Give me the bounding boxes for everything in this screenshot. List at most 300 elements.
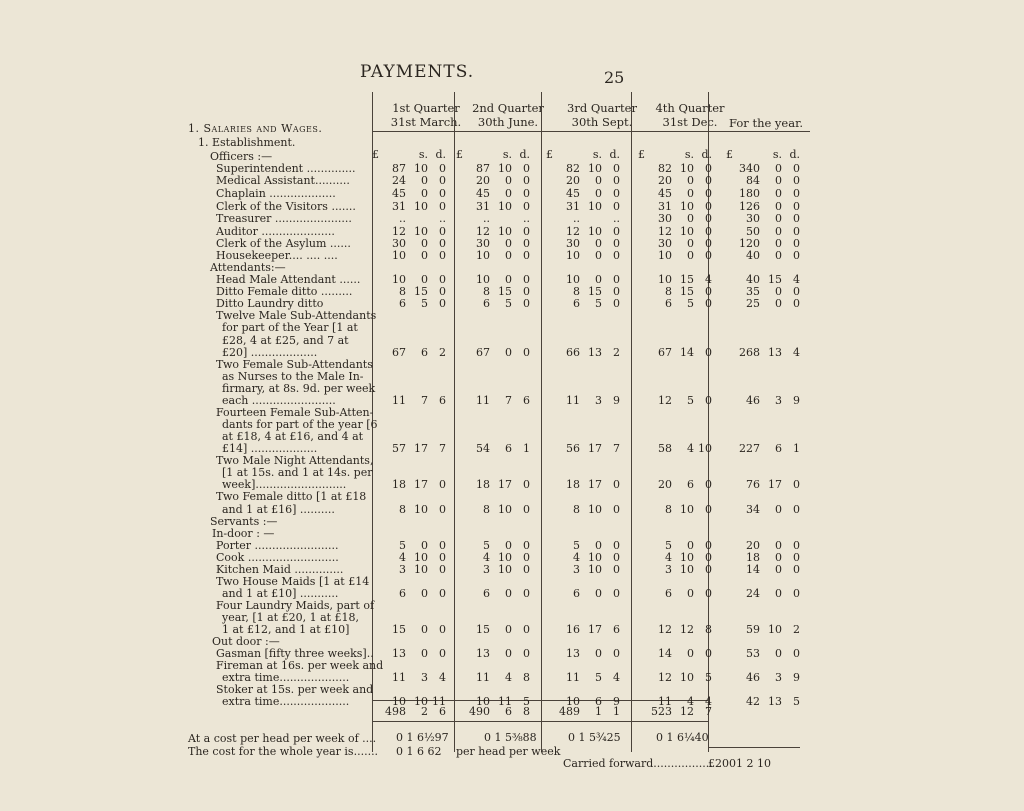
amount-pence: 0 [613,503,620,516]
amount-pounds: 6 [573,297,580,310]
amount-pence: 0 [613,174,620,187]
amount-pounds: 56 [566,442,580,455]
amount-cell [638,647,712,660]
amount-pounds: 120 [739,237,760,250]
amount-pence: 4 [439,671,446,684]
currency-pound: £ [546,148,553,161]
amount-shillings: 10 [414,695,428,708]
amount-pence: 0 [613,273,620,286]
amount-pence: .. [523,212,530,225]
amount-shillings: 5 [687,394,694,407]
amount-pence: 0 [523,478,530,491]
amount-cell [372,174,446,187]
currency-shilling: s. [772,148,782,161]
amount-shillings: 10 [414,200,428,213]
amount-shillings: 0 [505,174,512,187]
amount-pounds: 76 [746,478,760,491]
amount-pounds: 84 [746,174,760,187]
currency-pence: d. [519,148,530,161]
amount-cell [372,503,446,516]
amount-shillings: 0 [775,563,782,576]
amount-shillings: 15 [588,285,602,298]
amount-pounds: 8 [483,503,490,516]
amount-cell [638,442,712,455]
amount-pounds: 13 [392,647,406,660]
amount-pounds: 5 [573,539,580,552]
amount-pence: 0 [705,174,712,187]
amount-cell [726,346,800,359]
row-label: firmary, at 8s. 9d. per week [222,382,376,395]
amount-pounds: 10 [566,273,580,286]
amount-pounds: 13 [476,647,490,660]
amount-pence: 0 [523,297,530,310]
amount-shillings: 6 [505,442,512,455]
amount-pounds: 11 [476,394,490,407]
amount-cell [546,346,620,359]
row-label: Porter ........................ [216,539,339,552]
amount-pounds: 46 [746,671,760,684]
currency-pence: d. [609,148,620,161]
amount-shillings: 0 [595,187,602,200]
amount-pence: 2 [439,346,446,359]
amount-cell [638,671,712,684]
amount-pounds: 54 [476,442,490,455]
row-label: Attendants:— [210,261,286,274]
amount-cell [726,249,800,262]
amount-pounds: 18 [566,478,580,491]
amount-pounds: 5 [483,539,490,552]
amount-pence: 4 [705,273,712,286]
total-shillings: 1 [595,705,602,718]
row-label: Out door :— [212,635,280,648]
row-label: Fourteen Female Sub-Atten- [216,406,374,419]
amount-shillings: 0 [775,174,782,187]
row-label: Ditto Female ditto ......... [216,285,353,298]
amount-pounds: 11 [392,394,406,407]
amount-cell [372,587,446,600]
amount-cell [726,442,800,455]
amount-pence: 0 [705,394,712,407]
amount-shillings: 0 [687,249,694,262]
amount-shillings: 0 [505,346,512,359]
row-label: £14] ................... [222,442,318,455]
amount-pence: 0 [613,225,620,238]
amount-shillings: 0 [775,539,782,552]
total-pounds: 523 [651,705,672,718]
amount-pence: 5 [705,671,712,684]
amount-shillings: 5 [505,297,512,310]
row-label: Fireman at 16s. per week and [216,659,384,672]
row-label: Servants :— [210,515,278,528]
amount-cell [638,503,712,516]
amount-shillings: 15 [768,273,782,286]
amount-shillings: 7 [421,394,428,407]
amount-cell [546,442,620,455]
amount-pence: 10 [698,442,712,455]
amount-shillings: 6 [687,478,694,491]
amount-pounds: 50 [746,225,760,238]
amount-pounds: 10 [392,249,406,262]
amount-pounds: 30 [658,212,672,225]
column-header-line1: 1st Quarter [392,101,460,115]
amount-pounds: 8 [665,503,672,516]
amount-pence: 0 [705,647,712,660]
amount-pounds: 3 [573,563,580,576]
currency-pound: £ [456,148,463,161]
cost-whole-year-label: The cost for the whole year is....... [188,745,379,758]
currency-pence: d. [789,148,800,161]
amount-pounds: 45 [476,187,490,200]
amount-shillings: 0 [421,623,428,636]
amount-cell [546,587,620,600]
amount-shillings: 12 [680,623,694,636]
currency-header [546,148,620,161]
amount-shillings: 3 [775,671,782,684]
row-label: at £18, 4 at £16, and 4 at [222,430,364,443]
amount-shillings: 0 [505,539,512,552]
amount-pounds: 87 [392,162,406,175]
amount-cell [726,478,800,491]
amount-shillings: 3 [595,394,602,407]
amount-pence: 0 [439,174,446,187]
amount-cell [372,563,446,576]
amount-pounds: 31 [658,200,672,213]
amount-pounds: 25 [746,297,760,310]
amount-pence: 0 [793,285,800,298]
row-label: extra time.................... [222,695,350,708]
amount-shillings: 0 [505,187,512,200]
amount-pounds: 5 [665,539,672,552]
amount-pence: 0 [439,647,446,660]
amount-pounds: 12 [658,623,672,636]
amount-shillings: 0 [775,249,782,262]
carried-forward-label: Carried forward................. [563,757,713,770]
amount-cell [372,394,446,407]
amount-pounds: 8 [573,285,580,298]
amount-cell [638,394,712,407]
q4-cost-week: 0 1 6¼40 [656,731,709,744]
amount-shillings: 13 [588,346,602,359]
amount-pounds: 11 [566,394,580,407]
amount-pounds: 12 [658,671,672,684]
amount-pounds: 15 [476,623,490,636]
amount-pence: 0 [793,200,800,213]
row-label: Gasman [fifty three weeks].. [216,647,374,660]
amount-pence: 5 [793,695,800,708]
amount-pounds: 18 [476,478,490,491]
amount-pence: 1 [523,442,530,455]
amount-pounds: 11 [566,671,580,684]
amount-pence: 0 [705,187,712,200]
amount-pounds: 8 [573,503,580,516]
amount-cell [456,212,530,225]
amount-pence: 0 [439,623,446,636]
amount-shillings: 17 [588,442,602,455]
amount-pence: 4 [613,671,620,684]
amount-shillings: 0 [595,647,602,660]
currency-shilling: s. [502,148,512,161]
amount-shillings: 17 [588,623,602,636]
amount-pence: 0 [523,200,530,213]
per-head-text: per head per week [456,745,561,758]
amount-pence: 0 [523,563,530,576]
amount-shillings: 0 [421,237,428,250]
amount-pence: 0 [793,174,800,187]
amount-shillings: 0 [775,212,782,225]
amount-pounds: 18 [392,478,406,491]
amount-shillings: 10 [498,503,512,516]
amount-pounds: 20 [476,174,490,187]
amount-pence: 4 [705,695,712,708]
amount-pounds: 20 [658,174,672,187]
total-cell [372,705,446,718]
amount-pence: 0 [439,563,446,576]
amount-shillings: 0 [421,187,428,200]
amount-shillings: 10 [414,563,428,576]
amount-pence: 0 [705,237,712,250]
amount-pounds: 30 [658,237,672,250]
amount-shillings: 0 [505,647,512,660]
amount-cell [726,174,800,187]
amount-pounds: 59 [746,623,760,636]
amount-cell [546,623,620,636]
amount-pounds: 10 [392,695,406,708]
row-label: 1 at £12, and 1 at £10] [222,623,350,636]
amount-shillings: 0 [595,249,602,262]
amount-pence: 0 [613,187,620,200]
amount-pence: 0 [523,174,530,187]
amount-shillings: 0 [505,587,512,600]
total-pence: 1 [613,705,620,718]
row-label: each ........................ [222,394,336,407]
amount-pence: 0 [523,346,530,359]
column-header-line1: For the year. [729,116,803,130]
amount-pence: 0 [439,503,446,516]
amount-pounds: 53 [746,647,760,660]
amount-pence: 0 [613,162,620,175]
amount-pence: 4 [793,273,800,286]
amount-cell [372,187,446,200]
amount-pence: 0 [793,225,800,238]
amount-pence: 0 [705,225,712,238]
amount-pence: 9 [793,394,800,407]
totals-underline [372,721,708,722]
currency-shilling: s. [418,148,428,161]
amount-shillings: 14 [680,346,694,359]
amount-cell [456,671,530,684]
amount-shillings: 10 [680,225,694,238]
carried-forward-value: £2001 2 10 [708,757,771,770]
amount-pence: 0 [439,273,446,286]
amount-shillings: 3 [421,671,428,684]
amount-pence: 0 [613,285,620,298]
amount-pence: 9 [613,394,620,407]
amount-pence: 0 [705,551,712,564]
amount-shillings: 6 [421,346,428,359]
row-label: Two Male Night Attendants, [216,454,374,467]
row-label: Treasurer ...................... [216,212,352,225]
amount-pounds: 30 [746,212,760,225]
currency-header [372,148,446,161]
amount-pence: 2 [613,346,620,359]
amount-cell [726,671,800,684]
currency-pound: £ [726,148,733,161]
amount-pounds: 58 [658,442,672,455]
amount-cell [546,478,620,491]
amount-pounds: 40 [746,273,760,286]
row-label: Chaplain ................... [216,187,336,200]
row-label: Head Male Attendant ...... [216,273,361,286]
amount-cell [546,174,620,187]
amount-pence: 0 [705,200,712,213]
amount-pence: 0 [793,587,800,600]
total-pounds: 489 [559,705,580,718]
amount-pence: 0 [439,297,446,310]
amount-pounds: 10 [392,273,406,286]
row-label: extra time.................... [222,671,350,684]
amount-cell [456,394,530,407]
amount-shillings: 10 [680,671,694,684]
amount-shillings: 10 [588,200,602,213]
row-label: Ditto Laundry ditto [216,297,324,310]
carried-rule [708,747,800,748]
amount-cell [372,478,446,491]
amount-pence: 0 [705,563,712,576]
amount-cell [638,346,712,359]
row-label: £28, 4 at £25, and 7 at [222,334,349,347]
amount-pounds: 10 [566,249,580,262]
amount-shillings: 10 [680,162,694,175]
amount-pounds: 268 [739,346,760,359]
amount-pounds: 6 [665,297,672,310]
amount-pounds: 35 [746,285,760,298]
amount-pence: 4 [793,346,800,359]
amount-pounds: 10 [566,695,580,708]
amount-pounds: 11 [392,671,406,684]
amount-cell [456,249,530,262]
amount-shillings: 0 [421,174,428,187]
amount-shillings: 10 [414,503,428,516]
total-cell [546,705,620,718]
amount-shillings: 0 [775,237,782,250]
currency-pence: d. [701,148,712,161]
amount-cell [638,174,712,187]
amount-shillings: 10 [414,162,428,175]
amount-pence: 0 [793,563,800,576]
amount-shillings: 0 [775,162,782,175]
amount-pence: 11 [432,695,446,708]
row-label: Twelve Male Sub-Attendants [216,309,377,322]
amount-pounds: 57 [392,442,406,455]
amount-pence: 0 [523,587,530,600]
q2-cost-week: 0 1 5⅜88 [484,731,537,744]
amount-cell [638,587,712,600]
column-header-5 [716,116,816,130]
amount-shillings: 10 [498,200,512,213]
currency-pence: d. [435,148,446,161]
amount-cell [546,647,620,660]
amount-pounds: 45 [392,187,406,200]
amount-shillings: 11 [498,695,512,708]
amount-pence: 0 [793,503,800,516]
row-label: In-door : — [212,527,275,540]
row-label: and 1 at £16] .......... [222,503,335,516]
amount-pence: 6 [439,394,446,407]
column-header-line2: 31st March. [390,115,462,129]
amount-pounds: 11 [658,695,672,708]
amount-pounds: 34 [746,503,760,516]
amount-pence: 0 [705,297,712,310]
amount-pence: 0 [613,539,620,552]
total-pence: 8 [523,705,530,718]
amount-pence: .. [613,212,620,225]
amount-pounds: 13 [566,647,580,660]
amount-pounds: 12 [658,394,672,407]
amount-shillings: 0 [687,539,694,552]
row-label: year, [1 at £20, 1 at £18, [222,611,360,624]
amount-cell [372,623,446,636]
amount-shillings: 0 [505,273,512,286]
amount-pounds: 87 [476,162,490,175]
amount-cell [726,587,800,600]
total-pounds: 490 [469,705,490,718]
amount-shillings: 0 [595,587,602,600]
amount-cell [372,442,446,455]
amount-cell [726,647,800,660]
row-label: Clerk of the Visitors ....... [216,200,356,213]
amount-pounds: 6 [399,587,406,600]
amount-pounds: 20 [658,478,672,491]
amount-pence: 0 [793,187,800,200]
row-label: as Nurses to the Male In- [222,370,364,383]
amount-pence: 0 [439,187,446,200]
amount-shillings: 7 [505,394,512,407]
subsection-title: 1. Establishment. [198,136,296,149]
amount-shillings: 0 [421,249,428,262]
total-pence: 7 [705,705,712,718]
amount-pounds: 3 [399,563,406,576]
amount-pounds: 30 [566,237,580,250]
amount-cell [726,695,800,708]
amount-cell [456,297,530,310]
amount-shillings: 17 [414,442,428,455]
amount-pounds: 82 [566,162,580,175]
amount-pence: 0 [705,212,712,225]
column-header-line2: 30th June. [477,115,539,129]
amount-shillings: 10 [588,551,602,564]
amount-pence: 8 [705,623,712,636]
row-label: Medical Assistant.......... [216,174,350,187]
amount-shillings: 10 [680,200,694,213]
amount-pence: 0 [613,551,620,564]
column-header-line1: 3rd Quarter [567,101,637,115]
amount-pounds: 8 [483,285,490,298]
amount-pence: 0 [523,237,530,250]
amount-pounds: 16 [566,623,580,636]
amount-pence: 0 [439,551,446,564]
amount-pounds: 340 [739,162,760,175]
amount-shillings: 0 [505,249,512,262]
amount-shillings: 0 [775,285,782,298]
amount-cell [638,563,712,576]
amount-pounds: 10 [658,273,672,286]
row-label: Four Laundry Maids, part of [216,599,375,612]
amount-pence: 0 [613,563,620,576]
amount-shillings: 10 [680,551,694,564]
amount-shillings: 13 [768,695,782,708]
amount-pounds: 24 [392,174,406,187]
amount-shillings: 4 [505,671,512,684]
